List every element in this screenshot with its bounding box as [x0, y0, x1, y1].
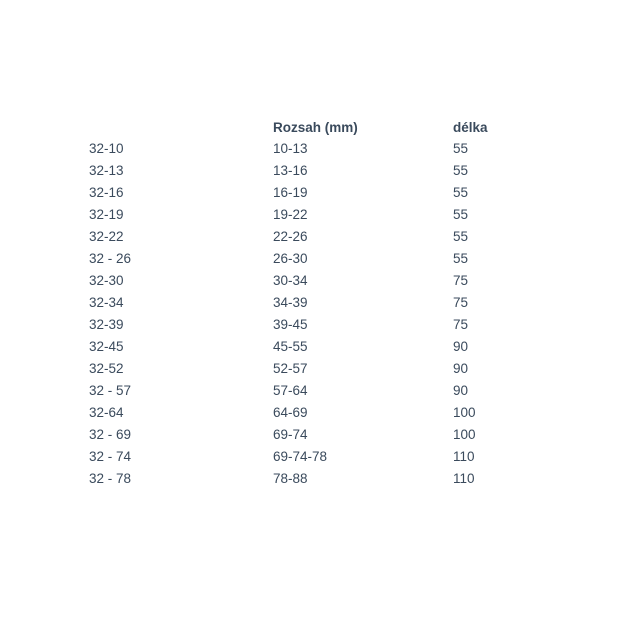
table-row	[89, 358, 509, 380]
table-row	[89, 424, 509, 446]
table-row	[89, 336, 509, 358]
size-table	[89, 118, 509, 490]
cell-length: 110	[453, 449, 475, 464]
cell-code: 32-16	[89, 185, 124, 200]
cell-range: 10-13	[273, 141, 308, 156]
cell-length: 90	[453, 383, 469, 398]
table-row	[89, 226, 509, 248]
header-range: Rozsah (mm)	[273, 120, 358, 135]
cell-length: 55	[453, 251, 469, 266]
cell-range: 19-22	[273, 207, 308, 222]
cell-length: 55	[453, 207, 469, 222]
table-row	[89, 446, 509, 468]
header-length: délka	[453, 120, 488, 135]
cell-range: 22-26	[273, 229, 308, 244]
cell-code: 32-39	[89, 317, 124, 332]
table-row	[89, 402, 509, 424]
table-row	[89, 292, 509, 314]
table-row	[89, 248, 509, 270]
cell-range: 13-16	[273, 163, 308, 178]
cell-range: 69-74-78	[273, 449, 328, 464]
cell-code: 32-52	[89, 361, 124, 376]
table-row	[89, 314, 509, 336]
header-code	[89, 118, 273, 138]
cell-range: 16-19	[273, 185, 308, 200]
table-row	[89, 468, 509, 490]
cell-length: 55	[453, 185, 469, 200]
cell-length: 55	[453, 141, 469, 156]
cell-code: 32-10	[89, 141, 124, 156]
table-body	[89, 138, 509, 490]
cell-range: 78-88	[273, 471, 308, 486]
cell-length: 90	[453, 361, 469, 376]
cell-length: 110	[453, 471, 475, 486]
cell-length: 75	[453, 295, 469, 310]
cell-range: 34-39	[273, 295, 308, 310]
table-row	[89, 380, 509, 402]
table-row	[89, 182, 509, 204]
table-header	[89, 118, 509, 138]
cell-length: 55	[453, 163, 469, 178]
cell-range: 30-34	[273, 273, 308, 288]
cell-code: 32-19	[89, 207, 124, 222]
cell-code: 32 - 26	[89, 251, 132, 266]
cell-range: 57-64	[273, 383, 308, 398]
cell-range: 69-74	[273, 427, 308, 442]
cell-code: 32-34	[89, 295, 124, 310]
cell-code: 32-22	[89, 229, 124, 244]
cell-code: 32 - 57	[89, 383, 132, 398]
cell-code: 32 - 74	[89, 449, 132, 464]
cell-range: 64-69	[273, 405, 308, 420]
cell-length: 55	[453, 229, 469, 244]
table-row	[89, 204, 509, 226]
cell-code: 32 - 78	[89, 471, 132, 486]
cell-length: 90	[453, 339, 469, 354]
table-row	[89, 160, 509, 182]
cell-length: 100	[453, 405, 476, 420]
cell-code: 32-13	[89, 163, 124, 178]
cell-range: 39-45	[273, 317, 308, 332]
cell-length: 75	[453, 273, 469, 288]
cell-code: 32-45	[89, 339, 124, 354]
table-row	[89, 138, 509, 160]
cell-code: 32-64	[89, 405, 124, 420]
cell-range: 45-55	[273, 339, 308, 354]
cell-range: 52-57	[273, 361, 308, 376]
cell-length: 75	[453, 317, 469, 332]
cell-code: 32 - 69	[89, 427, 132, 442]
cell-range: 26-30	[273, 251, 308, 266]
table-row	[89, 270, 509, 292]
cell-code: 32-30	[89, 273, 124, 288]
cell-length: 100	[453, 427, 476, 442]
